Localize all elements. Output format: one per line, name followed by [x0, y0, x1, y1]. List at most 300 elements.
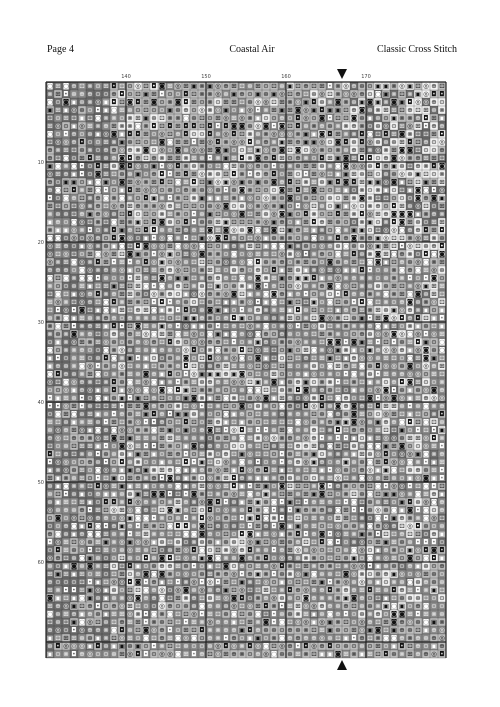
stitch-symbol: ◙: [215, 346, 221, 354]
stitch-symbol: ◎: [63, 306, 69, 314]
stitch-symbol: ⊞: [303, 162, 308, 170]
stitch-symbol: ⊗: [175, 114, 180, 122]
stitch-symbol: ▣: [255, 90, 261, 98]
stitch-symbol: ⊛: [71, 474, 76, 482]
stitch-symbol: ⊡: [183, 194, 188, 202]
stitch-symbol: ⊙: [351, 394, 356, 402]
stitch-symbol: ▣: [151, 194, 157, 202]
stitch-symbol: ⊗: [215, 154, 220, 162]
stitch-symbol: ⊕: [151, 338, 156, 346]
stitch-symbol: ⊞: [287, 266, 292, 274]
stitch-symbol: ◘: [359, 210, 364, 218]
stitch-symbol: ⊛: [103, 274, 108, 282]
stitch-symbol: ◎: [303, 458, 309, 466]
stitch-symbol: ⊞: [135, 410, 140, 418]
stitch-symbol: ◙: [239, 274, 245, 282]
stitch-symbol: ⊛: [127, 458, 132, 466]
stitch-symbol: ⊗: [375, 378, 380, 386]
stitch-symbol: ◙: [399, 210, 405, 218]
stitch-symbol: ◎: [191, 402, 197, 410]
stitch-symbol: ▣: [239, 194, 245, 202]
stitch-symbol: ⊛: [351, 314, 356, 322]
stitch-symbol: ◙: [335, 282, 341, 290]
stitch-symbol: ⊕: [407, 226, 412, 234]
stitch-symbol: ◙: [223, 202, 229, 210]
stitch-symbol: ⊗: [215, 250, 220, 258]
stitch-symbol: ⊛: [399, 434, 404, 442]
stitch-symbol: ⊕: [359, 426, 364, 434]
stitch-symbol: ⊡: [247, 346, 252, 354]
stitch-symbol: ◎: [47, 250, 53, 258]
stitch-symbol: ◎: [271, 434, 277, 442]
stitch-symbol: ⊕: [63, 426, 68, 434]
stitch-symbol: ⊞: [167, 210, 172, 218]
stitch-symbol: ◙: [319, 130, 325, 138]
stitch-symbol: ⊞: [167, 242, 172, 250]
stitch-symbol: ◘: [183, 130, 188, 138]
stitch-symbol: ⊙: [143, 290, 148, 298]
stitch-symbol: ⊞: [375, 434, 380, 442]
stitch-symbol: ▣: [63, 226, 69, 234]
stitch-symbol: ◙: [295, 418, 301, 426]
stitch-symbol: ◘: [247, 170, 252, 178]
stitch-symbol: ⊡: [343, 314, 348, 322]
stitch-symbol: ⊛: [231, 346, 236, 354]
stitch-symbol: ◎: [407, 122, 413, 130]
stitch-symbol: ⊛: [391, 138, 396, 146]
stitch-symbol: ◘: [127, 210, 132, 218]
stitch-symbol: ◙: [407, 330, 413, 338]
stitch-symbol: ⊕: [423, 138, 428, 146]
stitch-symbol: ⊕: [399, 250, 404, 258]
stitch-symbol: ⊕: [167, 202, 172, 210]
stitch-symbol: ⊗: [311, 250, 316, 258]
stitch-symbol: ⊗: [231, 458, 236, 466]
stitch-symbol: ◙: [223, 162, 229, 170]
stitch-symbol: ⊙: [159, 354, 164, 362]
stitch-symbol: ◎: [103, 210, 109, 218]
stitch-symbol: ◘: [151, 442, 156, 450]
stitch-symbol: ⊞: [191, 98, 196, 106]
stitch-symbol: ◙: [399, 218, 405, 226]
stitch-symbol: ⊛: [343, 466, 348, 474]
stitch-symbol: ⊡: [399, 186, 404, 194]
stitch-symbol: ⊛: [399, 338, 404, 346]
stitch-symbol: ◎: [143, 338, 149, 346]
stitch-symbol: ⊙: [175, 290, 180, 298]
stitch-symbol: ◎: [119, 426, 125, 434]
stitch-symbol: ◙: [231, 122, 237, 130]
stitch-symbol: ⊡: [375, 298, 380, 306]
stitch-symbol: ⊙: [55, 98, 60, 106]
stitch-symbol: ⊡: [191, 234, 196, 242]
stitch-symbol: ⊙: [415, 442, 420, 450]
stitch-symbol: ▣: [367, 434, 373, 442]
stitch-symbol: ◎: [167, 162, 173, 170]
stitch-symbol: ⊛: [79, 106, 84, 114]
stitch-symbol: ⊡: [311, 306, 316, 314]
stitch-symbol: ⊕: [439, 402, 444, 410]
stitch-symbol: ⊛: [423, 290, 428, 298]
stitch-symbol: ⊕: [407, 266, 412, 274]
stitch-symbol: ⊡: [415, 418, 420, 426]
stitch-symbol: ⊗: [231, 394, 236, 402]
stitch-symbol: ⊛: [407, 170, 412, 178]
stitch-symbol: ▣: [55, 226, 61, 234]
stitch-symbol: ◘: [175, 306, 180, 314]
stitch-symbol: ◙: [167, 234, 173, 242]
stitch-symbol: ⊞: [287, 170, 292, 178]
stitch-symbol: ⊕: [287, 394, 292, 402]
chart-grid-svg: [32, 68, 452, 700]
stitch-symbol: ⊛: [343, 146, 348, 154]
stitch-symbol: ▣: [351, 226, 357, 234]
stitch-symbol: ◙: [143, 146, 149, 154]
stitch-symbol: ⊕: [71, 130, 76, 138]
stitch-symbol: ⊗: [311, 338, 316, 346]
stitch-symbol: ⊗: [319, 378, 324, 386]
stitch-symbol: ⊞: [415, 378, 420, 386]
stitch-symbol: ◎: [335, 466, 341, 474]
stitch-symbol: ◎: [367, 466, 373, 474]
stitch-symbol: ◎: [383, 234, 389, 242]
stitch-symbol: ⊛: [415, 386, 420, 394]
stitch-symbol: ⊛: [303, 122, 308, 130]
stitch-symbol: ◙: [335, 98, 341, 106]
stitch-symbol: ⊕: [431, 122, 436, 130]
stitch-symbol: ⊕: [295, 226, 300, 234]
stitch-symbol: ▣: [383, 90, 389, 98]
stitch-symbol: ⊡: [271, 346, 276, 354]
stitch-symbol: ⊕: [199, 442, 204, 450]
stitch-symbol: ◘: [183, 218, 188, 226]
stitch-symbol: ⊗: [319, 146, 324, 154]
stitch-symbol: ▣: [247, 282, 253, 290]
stitch-symbol: ⊕: [127, 314, 132, 322]
stitch-symbol: ⊗: [391, 290, 396, 298]
stitch-symbol: ▣: [167, 426, 173, 434]
stitch-symbol: ⊗: [207, 98, 212, 106]
stitch-symbol: ⊗: [359, 234, 364, 242]
stitch-symbol: ⊕: [239, 410, 244, 418]
stitch-symbol: ⊗: [279, 338, 284, 346]
stitch-symbol: ⊕: [95, 202, 100, 210]
stitch-symbol: ▣: [175, 274, 181, 282]
stitch-symbol: ⊗: [255, 290, 260, 298]
stitch-symbol: ◎: [79, 218, 85, 226]
stitch-symbol: ⊗: [263, 106, 268, 114]
stitch-symbol: ⊞: [351, 362, 356, 370]
stitch-symbol: ▣: [335, 202, 341, 210]
stitch-symbol: ⊛: [375, 114, 380, 122]
stitch-symbol: ◎: [383, 226, 389, 234]
stitch-symbol: ◘: [375, 362, 380, 370]
stitch-symbol: ⊗: [167, 362, 172, 370]
stitch-symbol: ⊕: [199, 426, 204, 434]
stitch-symbol: ◘: [215, 322, 220, 330]
stitch-symbol: ⊞: [119, 434, 124, 442]
stitch-symbol: ⊙: [415, 274, 420, 282]
stitch-symbol: ⊞: [127, 402, 132, 410]
stitch-symbol: ◙: [423, 346, 429, 354]
stitch-symbol: ◘: [79, 402, 84, 410]
stitch-symbol: ◎: [415, 258, 421, 266]
stitch-symbol: ⊗: [223, 346, 228, 354]
stitch-symbol: ◙: [399, 442, 405, 450]
stitch-symbol: ◎: [375, 146, 381, 154]
stitch-symbol: ⊡: [375, 130, 380, 138]
stitch-symbol: ⊗: [231, 194, 236, 202]
stitch-symbol: ◙: [255, 282, 261, 290]
stitch-symbol: ◎: [423, 90, 429, 98]
stitch-symbol: ⊙: [263, 458, 268, 466]
stitch-symbol: ◘: [239, 346, 244, 354]
stitch-symbol: ⊡: [255, 242, 260, 250]
stitch-symbol: ▣: [95, 306, 101, 314]
stitch-symbol: ◘: [103, 186, 108, 194]
stitch-symbol: ⊞: [127, 298, 132, 306]
stitch-symbol: ⊡: [79, 194, 84, 202]
stitch-symbol: ◘: [183, 90, 188, 98]
stitch-symbol: ⊕: [183, 106, 188, 114]
stitch-symbol: ⊗: [351, 322, 356, 330]
stitch-symbol: ⊡: [367, 170, 372, 178]
stitch-symbol: ⊙: [199, 474, 204, 482]
stitch-symbol: ◘: [359, 154, 364, 162]
stitch-symbol: ⊞: [295, 450, 300, 458]
stitch-symbol: ⊡: [271, 362, 276, 370]
stitch-symbol: ▣: [415, 90, 421, 98]
stitch-symbol: ▣: [143, 410, 149, 418]
stitch-symbol: ◘: [223, 122, 228, 130]
stitch-symbol: ⊗: [63, 330, 68, 338]
stitch-symbol: ⊙: [327, 202, 332, 210]
stitch-symbol: ⊞: [383, 106, 388, 114]
stitch-symbol: ◙: [239, 186, 245, 194]
stitch-symbol: ◎: [391, 458, 397, 466]
stitch-symbol: ⊛: [159, 226, 164, 234]
stitch-symbol: ◎: [63, 138, 69, 146]
stitch-symbol: ◘: [175, 162, 180, 170]
stitch-symbol: ◎: [183, 346, 189, 354]
stitch-symbol: ◙: [391, 394, 397, 402]
stitch-symbol: ▣: [231, 90, 237, 98]
stitch-symbol: ⊡: [255, 442, 260, 450]
stitch-symbol: ◙: [431, 386, 437, 394]
stitch-symbol: ⊞: [303, 322, 308, 330]
stitch-symbol: ⊡: [279, 362, 284, 370]
stitch-symbol: ⊙: [271, 330, 276, 338]
stitch-symbol: ⊕: [47, 434, 52, 442]
stitch-symbol: ⊡: [95, 330, 100, 338]
stitch-symbol: ▣: [143, 362, 149, 370]
stitch-symbol: ▣: [207, 194, 213, 202]
stitch-symbol: ◎: [303, 418, 309, 426]
stitch-symbol: ◙: [423, 450, 429, 458]
stitch-symbol: ⊞: [319, 330, 324, 338]
stitch-symbol: ⊕: [295, 378, 300, 386]
stitch-symbol: ⊞: [271, 418, 276, 426]
stitch-symbol: ◎: [79, 122, 85, 130]
stitch-symbol: ⊙: [263, 114, 268, 122]
stitch-symbol: ⊙: [311, 114, 316, 122]
stitch-symbol: ◘: [351, 178, 356, 186]
stitch-symbol: ⊗: [327, 450, 332, 458]
stitch-symbol: ⊛: [215, 186, 220, 194]
stitch-symbol: ◎: [383, 394, 389, 402]
stitch-symbol: ◘: [103, 354, 108, 362]
stitch-symbol: ⊞: [415, 122, 420, 130]
stitch-symbol: ⊡: [207, 282, 212, 290]
stitch-symbol: ▣: [431, 458, 437, 466]
stitch-symbol: ▣: [175, 410, 181, 418]
stitch-symbol: ⊡: [71, 202, 76, 210]
stitch-symbol: ⊡: [207, 258, 212, 266]
stitch-symbol: ⊕: [95, 210, 100, 218]
stitch-symbol: ⊙: [367, 82, 372, 90]
stitch-symbol: ▣: [71, 418, 77, 426]
stitch-symbol: ⊛: [311, 258, 316, 266]
stitch-symbol: ⊛: [351, 98, 356, 106]
stitch-symbol: ◘: [295, 386, 300, 394]
stitch-symbol: ◙: [327, 442, 333, 450]
stitch-symbol: ▣: [415, 450, 421, 458]
stitch-symbol: ⊙: [415, 362, 420, 370]
stitch-symbol: ◙: [319, 314, 325, 322]
stitch-symbol: ⊞: [151, 274, 156, 282]
stitch-symbol: ⊞: [47, 418, 52, 426]
stitch-symbol: ⊗: [327, 98, 332, 106]
stitch-symbol: ⊕: [175, 282, 180, 290]
stitch-symbol: ⊗: [343, 98, 348, 106]
stitch-symbol: ⊞: [431, 218, 436, 226]
stitch-symbol: ⊗: [167, 98, 172, 106]
stitch-symbol: ▣: [255, 178, 261, 186]
stitch-symbol: ⊡: [191, 386, 196, 394]
stitch-symbol: ⊕: [359, 290, 364, 298]
stitch-symbol: ⊕: [295, 410, 300, 418]
stitch-symbol: ▣: [351, 386, 357, 394]
stitch-symbol: ◙: [175, 178, 181, 186]
stitch-symbol: ⊞: [63, 322, 68, 330]
stitch-symbol: ◎: [335, 266, 341, 274]
stitch-symbol: ⊙: [183, 210, 188, 218]
stitch-symbol: ⊛: [383, 306, 388, 314]
stitch-symbol: ▣: [263, 234, 269, 242]
stitch-symbol: ⊡: [143, 210, 148, 218]
stitch-symbol: ◘: [391, 202, 396, 210]
stitch-symbol: ⊞: [287, 106, 292, 114]
stitch-symbol: ◙: [399, 418, 405, 426]
stitch-symbol: ⊕: [415, 466, 420, 474]
stitch-symbol: ◙: [63, 98, 69, 106]
stitch-symbol: ⊕: [295, 90, 300, 98]
stitch-symbol: ▣: [159, 322, 165, 330]
stitch-symbol: ◘: [415, 338, 420, 346]
stitch-symbol: ◙: [311, 186, 317, 194]
stitch-symbol: ⊡: [119, 82, 124, 90]
stitch-symbol: ⊛: [295, 466, 300, 474]
stitch-symbol: ◙: [95, 466, 101, 474]
stitch-symbol: ◎: [103, 338, 109, 346]
stitch-symbol: ◙: [383, 314, 389, 322]
stitch-symbol: ⊡: [135, 90, 140, 98]
stitch-symbol: ◎: [127, 426, 133, 434]
stitch-symbol: ▣: [327, 106, 333, 114]
stitch-symbol: ◙: [271, 178, 277, 186]
stitch-symbol: ◘: [223, 426, 228, 434]
stitch-symbol: ⊡: [207, 402, 212, 410]
stitch-symbol: ⊙: [199, 362, 204, 370]
stitch-symbol: ⊕: [279, 258, 284, 266]
stitch-symbol: ⊕: [255, 266, 260, 274]
stitch-symbol: ▣: [103, 394, 109, 402]
stitch-symbol: ⊙: [223, 386, 228, 394]
stitch-symbol: ⊙: [103, 90, 108, 98]
stitch-symbol: ⊙: [95, 346, 100, 354]
stitch-symbol: ⊕: [327, 242, 332, 250]
stitch-symbol: ◘: [271, 122, 276, 130]
stitch-symbol: ◘: [95, 474, 100, 482]
stitch-symbol: ◙: [143, 402, 149, 410]
stitch-symbol: ⊙: [47, 338, 52, 346]
stitch-symbol: ◙: [143, 282, 149, 290]
stitch-symbol: ⊡: [63, 434, 68, 442]
stitch-symbol: ⊕: [103, 426, 108, 434]
stitch-symbol: ⊙: [399, 322, 404, 330]
stitch-symbol: ⊕: [175, 298, 180, 306]
stitch-symbol: ◎: [159, 242, 165, 250]
stitch-symbol: ⊡: [263, 450, 268, 458]
stitch-symbol: ◎: [215, 202, 221, 210]
stitch-symbol: ◘: [111, 378, 116, 386]
stitch-symbol: ◙: [79, 266, 85, 274]
stitch-symbol: ◙: [279, 146, 285, 154]
stitch-symbol: ◘: [319, 154, 324, 162]
stitch-symbol: ⊗: [439, 434, 444, 442]
stitch-symbol: ⊞: [127, 290, 132, 298]
stitch-symbol: ⊛: [351, 442, 356, 450]
stitch-symbol: ⊕: [247, 442, 252, 450]
stitch-symbol: ⊡: [207, 242, 212, 250]
stitch-symbol: ⊙: [407, 426, 412, 434]
stitch-symbol: ▣: [295, 218, 301, 226]
stitch-symbol: ⊡: [151, 138, 156, 146]
stitch-symbol: ◘: [271, 266, 276, 274]
stitch-symbol: ⊗: [215, 290, 220, 298]
stitch-symbol: ⊕: [159, 410, 164, 418]
stitch-symbol: ⊛: [151, 322, 156, 330]
stitch-symbol: ◘: [207, 130, 212, 138]
stitch-symbol: ⊡: [55, 378, 60, 386]
stitch-symbol: ◎: [119, 146, 125, 154]
stitch-symbol: ⊛: [183, 298, 188, 306]
stitch-symbol: ◙: [311, 234, 317, 242]
stitch-symbol: ⊡: [55, 274, 60, 282]
stitch-symbol: ⊙: [119, 338, 124, 346]
stitch-symbol: ◘: [183, 370, 188, 378]
stitch-symbol: ◎: [215, 106, 221, 114]
stitch-symbol: ⊙: [279, 162, 284, 170]
stitch-symbol: ⊞: [63, 146, 68, 154]
stitch-symbol: ⊡: [167, 130, 172, 138]
stitch-symbol: ◙: [79, 362, 85, 370]
stitch-symbol: ⊞: [191, 154, 196, 162]
stitch-symbol: ◘: [319, 106, 324, 114]
stitch-symbol: ⊛: [111, 162, 116, 170]
stitch-symbol: ⊙: [247, 354, 252, 362]
stitch-symbol: ◘: [303, 210, 308, 218]
